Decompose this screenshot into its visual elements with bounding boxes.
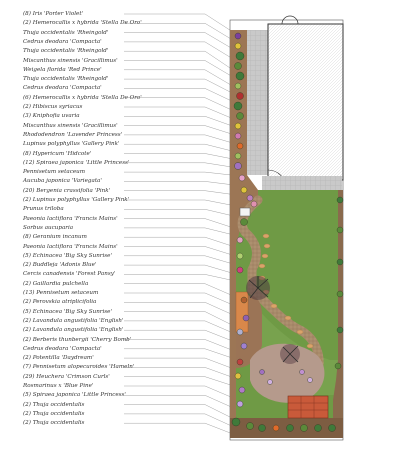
plant-label: (6) Hemerocallis x hybrida 'Stella De Oro' — [23, 94, 142, 101]
leader-line — [124, 256, 240, 266]
plant-label: (2) Buddleja 'Adonis Blue' — [23, 262, 97, 269]
leader-line — [124, 377, 246, 390]
plant-symbol — [241, 219, 248, 226]
plant-label: (29) Heuchera 'Crimson Curls' — [23, 373, 110, 380]
leader-line — [124, 340, 242, 355]
leader-line — [124, 284, 238, 298]
plant-symbol — [337, 291, 343, 297]
leader-line — [124, 200, 246, 208]
plant-symbol — [237, 143, 243, 149]
leader-line — [124, 61, 238, 81]
plant-symbol — [251, 201, 257, 207]
plant-symbol — [237, 267, 243, 273]
plant-label: (8) Hypericum 'Hidcote' — [23, 150, 92, 157]
plant-label: Sorbus aucuparia — [23, 224, 74, 231]
plant-symbol — [241, 297, 247, 303]
plant-label: (2) Lavandula angustifolia 'English' — [23, 317, 124, 324]
plant-symbol — [268, 380, 273, 385]
leader-line — [124, 209, 242, 218]
plant-label: (13) Pennisetum setaceum — [23, 290, 99, 296]
plant-symbol — [337, 227, 343, 233]
plant-label: (12) Spiraea japonica 'Little Princess' — [23, 159, 130, 166]
leader-line — [124, 228, 246, 238]
leader-line — [124, 144, 236, 152]
plant-symbol — [237, 401, 243, 407]
plant-label: (8) Geranium incanum — [23, 234, 87, 241]
plant-label: Rosmarinus x 'Blue Pine' — [23, 383, 94, 389]
leader-line — [124, 386, 238, 400]
plant-label: Pennisetum setaceum — [23, 169, 86, 176]
leader-line — [124, 405, 236, 420]
leader-line — [124, 247, 242, 259]
leader-line — [124, 163, 238, 168]
plant-label: Cedrus deodara 'Compacta' — [23, 38, 102, 45]
plant-label: Rhododendron 'Lavender Princess' — [23, 131, 123, 138]
leader-line — [124, 116, 238, 128]
plant-symbol — [239, 175, 245, 181]
plant-symbol — [235, 33, 241, 39]
leader-line — [124, 98, 236, 112]
birdbath — [240, 208, 250, 216]
plant-symbol — [259, 425, 266, 432]
plant-label: (2) Lavandula angustifolia 'English' — [23, 327, 124, 334]
plant-symbol — [241, 343, 247, 349]
plant-symbol — [337, 327, 343, 333]
plant-symbol — [329, 425, 336, 432]
plant-label: (2) Perovskia atriplicifolia — [23, 299, 97, 306]
leader-line — [124, 135, 236, 144]
plant-label: Miscanthus sinensis 'Gracillimus' — [23, 57, 118, 64]
plant-symbol — [247, 423, 254, 430]
leader-line — [124, 33, 238, 52]
plant-symbol — [273, 425, 279, 431]
plant-symbol — [308, 378, 313, 383]
leader-line — [124, 321, 240, 336]
plant-label: (2) Gaillardia pulchella — [23, 280, 89, 287]
plant-label: (2) Hemerocallis x hybrida 'Stella De Oro' — [23, 20, 142, 27]
plant-label: (2) Thuja occidentalis — [23, 420, 85, 427]
plant-label: (2) Thuja occidentalis — [23, 410, 85, 417]
plant-symbol — [237, 359, 243, 365]
plant-symbol — [335, 363, 341, 369]
plant-symbol — [301, 425, 308, 432]
plant-label: Prunus triloba — [23, 206, 64, 213]
plant-label: Cedrus deodara 'Compacta' — [23, 85, 102, 92]
plant-symbol — [235, 133, 241, 139]
leader-line — [124, 423, 238, 436]
plant-symbol — [337, 259, 343, 265]
leader-line — [124, 358, 242, 372]
leader-line — [124, 302, 240, 318]
leader-line — [124, 107, 236, 120]
feature-tree — [246, 276, 270, 300]
leader-line — [124, 293, 240, 308]
leader-line — [124, 367, 240, 380]
plant-symbol — [337, 197, 343, 203]
plant-symbol — [260, 370, 265, 375]
feature-tree-small — [280, 344, 300, 364]
plant-symbol — [235, 63, 242, 70]
plant-symbol — [235, 163, 242, 170]
leader-line — [124, 172, 240, 176]
plant-label: (5) Spiraea japonica 'Little Princess' — [23, 392, 126, 399]
plant-symbol — [236, 72, 244, 80]
plant-label: Weigela florida 'Red Prince' — [23, 66, 102, 73]
leader-line — [124, 414, 236, 428]
plant-label: (5) Echinacea 'Big Sky Sunrise' — [23, 308, 112, 315]
plant-label: (2) Lupinus polyphyllus 'Gallery Pink' — [23, 197, 130, 203]
plant-label: Thuja occidentalis 'Rheingold' — [23, 29, 109, 36]
plant-label: (7) Pennisetum alopecuroides 'Hameln' — [23, 364, 135, 371]
plant-symbol — [235, 373, 241, 379]
plant-label: Miscanthus sinensis 'Gracillimus' — [23, 122, 118, 129]
plant-symbol — [237, 329, 243, 335]
plant-symbol — [237, 93, 244, 100]
plant-label: Cedrus deodara 'Compacta' — [23, 345, 102, 352]
plant-symbol — [239, 387, 245, 393]
plant-label: (2) Thuja occidentalis — [23, 401, 85, 408]
leader-line — [124, 349, 244, 362]
plant-symbol — [234, 102, 242, 110]
plant-symbol — [235, 83, 241, 89]
plant-symbol — [243, 315, 249, 321]
plant-label: Thuja occidentalis 'Rheingold' — [23, 48, 109, 55]
plant-label: Aucuba japonica 'Variegata' — [23, 178, 102, 185]
plant-symbol — [300, 370, 305, 375]
plant-label: (20) Bergenia crassifolia 'Pink' — [23, 187, 111, 194]
plant-symbol — [232, 418, 240, 426]
plant-symbol — [236, 52, 244, 60]
paved-driveway — [247, 30, 269, 175]
leader-line — [124, 181, 242, 186]
plant-symbol — [287, 425, 294, 432]
leader-line — [124, 330, 240, 344]
plant-label: (2) Potentilla 'Daydream' — [23, 355, 94, 362]
leader-line — [124, 88, 238, 104]
plant-symbol — [315, 425, 322, 432]
plant-label: Paeonia lactiflora 'Francis Mains' — [23, 243, 118, 250]
plant-label: Thuja occidentalis 'Rheingold' — [23, 76, 109, 83]
plant-symbol — [235, 123, 241, 129]
leader-line — [124, 14, 236, 34]
plant-symbol — [237, 253, 243, 259]
plant-symbol — [235, 153, 241, 159]
leader-line — [124, 126, 238, 136]
plant-label: (8) Iris 'Porter Violet' — [23, 11, 84, 17]
leader-line — [124, 79, 238, 96]
plant-symbol — [235, 43, 241, 49]
raised-vegetable-beds — [288, 396, 328, 418]
house-footprint — [268, 24, 343, 180]
plant-symbol — [237, 113, 244, 120]
leader-line — [124, 219, 240, 230]
leader-line — [124, 312, 238, 328]
plant-symbol — [241, 187, 247, 193]
plant-label: (2) Berberis thunbergii 'Cherry Bomb' — [23, 336, 132, 343]
leader-line — [124, 154, 238, 161]
plant-label: (2) Hibiscus syriacus — [23, 104, 83, 110]
leader-line — [124, 395, 238, 410]
plant-symbol — [237, 237, 243, 243]
plant-label: Lupinus polyphyllus 'Gallery Pink' — [23, 141, 120, 148]
plant-label: Cercis canadensis 'Forest Pansy' — [23, 271, 116, 278]
plant-label: (5) Echinacea 'Big Sky Sunrise' — [23, 252, 112, 259]
plant-label: (3) Kniphofia uvaria — [23, 113, 80, 120]
leader-line — [124, 191, 244, 196]
plant-label: Paeonia lactiflora 'Francis Mains' — [23, 215, 118, 222]
plant-symbol — [247, 195, 253, 201]
leader-line — [124, 42, 238, 62]
